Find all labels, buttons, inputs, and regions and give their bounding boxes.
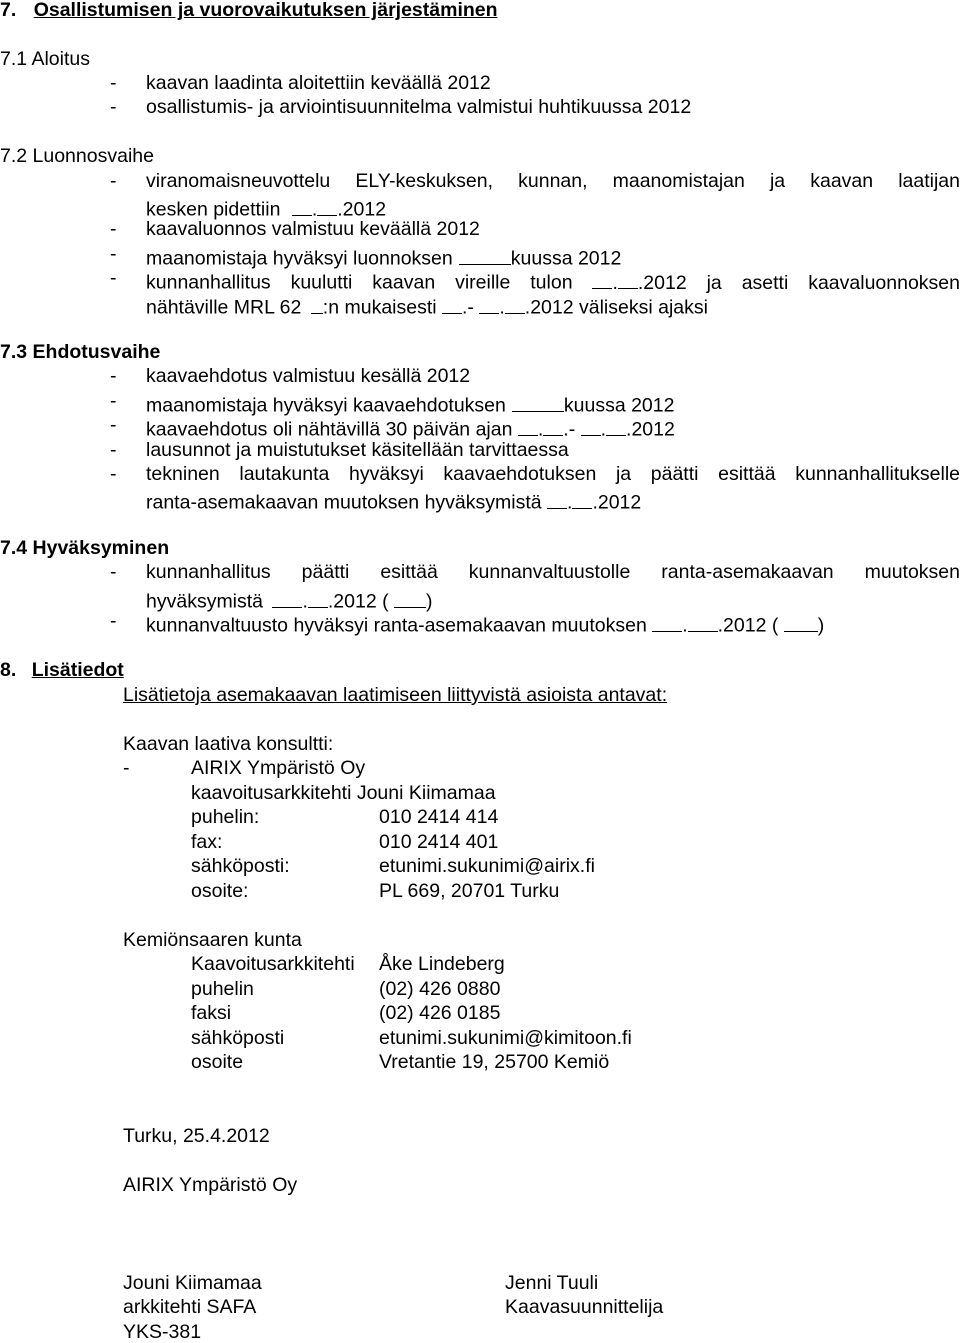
list-dash: - [110, 365, 117, 387]
blank-field [547, 489, 567, 509]
list-item: maanomistaja hyväksyi luonnoksen kuussa 2012 [146, 245, 621, 269]
signature-id-1: YKS-381 [123, 1321, 202, 1343]
list-item: tekninen lautakunta hyväksyi kaavaehdotuksen ja päätti esittää kunnanhallitukselle [146, 463, 960, 485]
blank-field [652, 612, 682, 632]
blank-field [442, 294, 462, 314]
blank-field [581, 416, 601, 436]
section-7-1-title: 7.1 Aloitus [0, 48, 90, 70]
blank-field [292, 196, 312, 216]
list-dash: - [110, 439, 117, 461]
list-item-continuation: ranta-asemakaavan muutoksen hyväksymistä . .2012 [146, 489, 641, 513]
blank-field [505, 294, 525, 314]
section-7-4-title: 7.4 Hyväksyminen [0, 537, 170, 559]
list-dash: - [110, 170, 117, 192]
municipality-contacts [0, 955, 960, 1075]
blank-field [606, 416, 626, 436]
section-7-number: 7. [0, 0, 17, 21]
contact-value: 010 2414 414 [379, 806, 499, 828]
list-dash: - [110, 72, 117, 94]
signature-name-1: Jouni Kiimamaa [123, 1272, 262, 1294]
blank-field [308, 588, 328, 608]
contact-label: puhelin [191, 978, 254, 1000]
section-8-number: 8. [0, 659, 17, 681]
list-item: kaavaehdotus valmistuu kesällä 2012 [146, 365, 471, 387]
section-7-3-title: 7.3 Ehdotusvaihe [0, 341, 161, 363]
blank-field [592, 269, 612, 289]
blank-field [784, 612, 818, 632]
signature-title-2: Kaavasuunnittelija [505, 1296, 664, 1318]
signature-name-2: Jenni Tuuli [505, 1272, 599, 1294]
contact-label: fax: [191, 831, 223, 853]
list-item: osallistumis- ja arviointisuunnitelma valmistui huhtikuussa 2012 [146, 96, 692, 118]
list-item: kunnanvaltuusto hyväksyi ranta-asemakaavan muutoksen . .2012 ( ) [146, 612, 824, 636]
consultant-contacts [0, 808, 960, 906]
consultant-company: AIRIX Ympäristö Oy [191, 757, 366, 779]
contact-value: (02) 426 0185 [379, 1002, 501, 1024]
list-item: kaavaluonnos valmistuu keväällä 2012 [146, 218, 480, 240]
contact-value: Vretantie 19, 25700 Kemiö [379, 1051, 610, 1073]
blank-field [311, 294, 323, 314]
section-7-heading [0, 1, 498, 21]
list-dash: - [123, 757, 130, 779]
blank-field [394, 588, 426, 608]
closing-company: AIRIX Ympäristö Oy [123, 1174, 298, 1196]
blank-field [543, 416, 563, 436]
contact-value: (02) 426 0880 [379, 978, 501, 1000]
list-item: maanomistaja hyväksyi kaavaehdotuksen kuussa 2012 [146, 392, 674, 416]
contact-label: sähköposti: [191, 855, 290, 877]
contact-label: sähköposti [191, 1027, 285, 1049]
blank-field [512, 392, 564, 412]
list-dash: - [110, 414, 117, 436]
intro-text: Lisätietoja asemakaavan laatimiseen liittyvistä asioista antavat: [123, 684, 668, 706]
contact-value: 010 2414 401 [379, 831, 499, 853]
list-item: kunnanhallitus päätti esittää kunnanvaltuustolle ranta-asemakaavan muutoksen [146, 561, 960, 583]
place-date: Turku, 25.4.2012 [123, 1125, 270, 1147]
list-dash: - [110, 96, 117, 118]
list-dash: - [110, 610, 117, 632]
contact-value: Åke Lindeberg [379, 953, 505, 975]
list-item-continuation: nähtäville MRL 62 :n mukaisesti .- . .2012 väliseksi ajaksi [146, 294, 708, 318]
contact-label: osoite [191, 1051, 244, 1073]
contact-label: osoite: [191, 880, 249, 902]
list-dash: - [110, 561, 117, 583]
contact-label: puhelin: [191, 806, 260, 828]
section-8-title: Lisätiedot [31, 659, 124, 681]
list-item: kaavan laadinta aloitettiin keväällä 2012 [146, 72, 491, 94]
section-7-title: Osallistumisen ja vuorovaikutuksen järjestäminen [33, 0, 498, 21]
blank-field [618, 269, 638, 289]
blank-field [479, 294, 499, 314]
list-item: kunnanhallitus kuulutti kaavan vireille tulon . .2012 ja asetti kaavaluonnoksen [146, 269, 960, 293]
list-dash: - [110, 243, 117, 265]
consultant-heading: Kaavan laativa konsultti: [123, 733, 334, 755]
section-7-2-title: 7.2 Luonnosvaihe [0, 145, 154, 167]
contact-value: etunimi.sukunimi@kimitoon.fi [379, 1027, 632, 1049]
contact-label: Kaavoitusarkkitehti [191, 953, 355, 975]
signature-title-1: arkkitehti SAFA [123, 1296, 257, 1318]
list-dash: - [110, 267, 117, 289]
list-item-continuation: hyväksymistä . .2012 ( ) [146, 588, 433, 612]
blank-field [518, 416, 538, 436]
consultant-person: kaavoitusarkkitehti Jouni Kiimamaa [191, 782, 496, 804]
contact-label: faksi [191, 1002, 232, 1024]
list-dash: - [110, 463, 117, 485]
contact-value: etunimi.sukunimi@airix.fi [379, 855, 595, 877]
blank-field [317, 196, 337, 216]
list-item: lausunnot ja muistutukset käsitellään tarvittaessa [146, 439, 569, 461]
blank-field [572, 489, 592, 509]
list-item: kaavaehdotus oli nähtävillä 30 päivän ajan . .- . .2012 [146, 416, 675, 440]
list-dash: - [110, 390, 117, 412]
list-item-continuation: kesken pidettiin . .2012 [146, 196, 386, 220]
list-dash: - [110, 218, 117, 240]
blank-field [688, 612, 718, 632]
section-8-heading [0, 661, 124, 681]
blank-field [459, 245, 511, 265]
list-item: viranomaisneuvottelu ELY-keskuksen, kunnan, maanomistajan ja kaavan laatijan [146, 170, 960, 192]
municipality-heading: Kemiönsaaren kunta [123, 929, 302, 951]
blank-field [272, 588, 302, 608]
contact-value: PL 669, 20701 Turku [379, 880, 560, 902]
